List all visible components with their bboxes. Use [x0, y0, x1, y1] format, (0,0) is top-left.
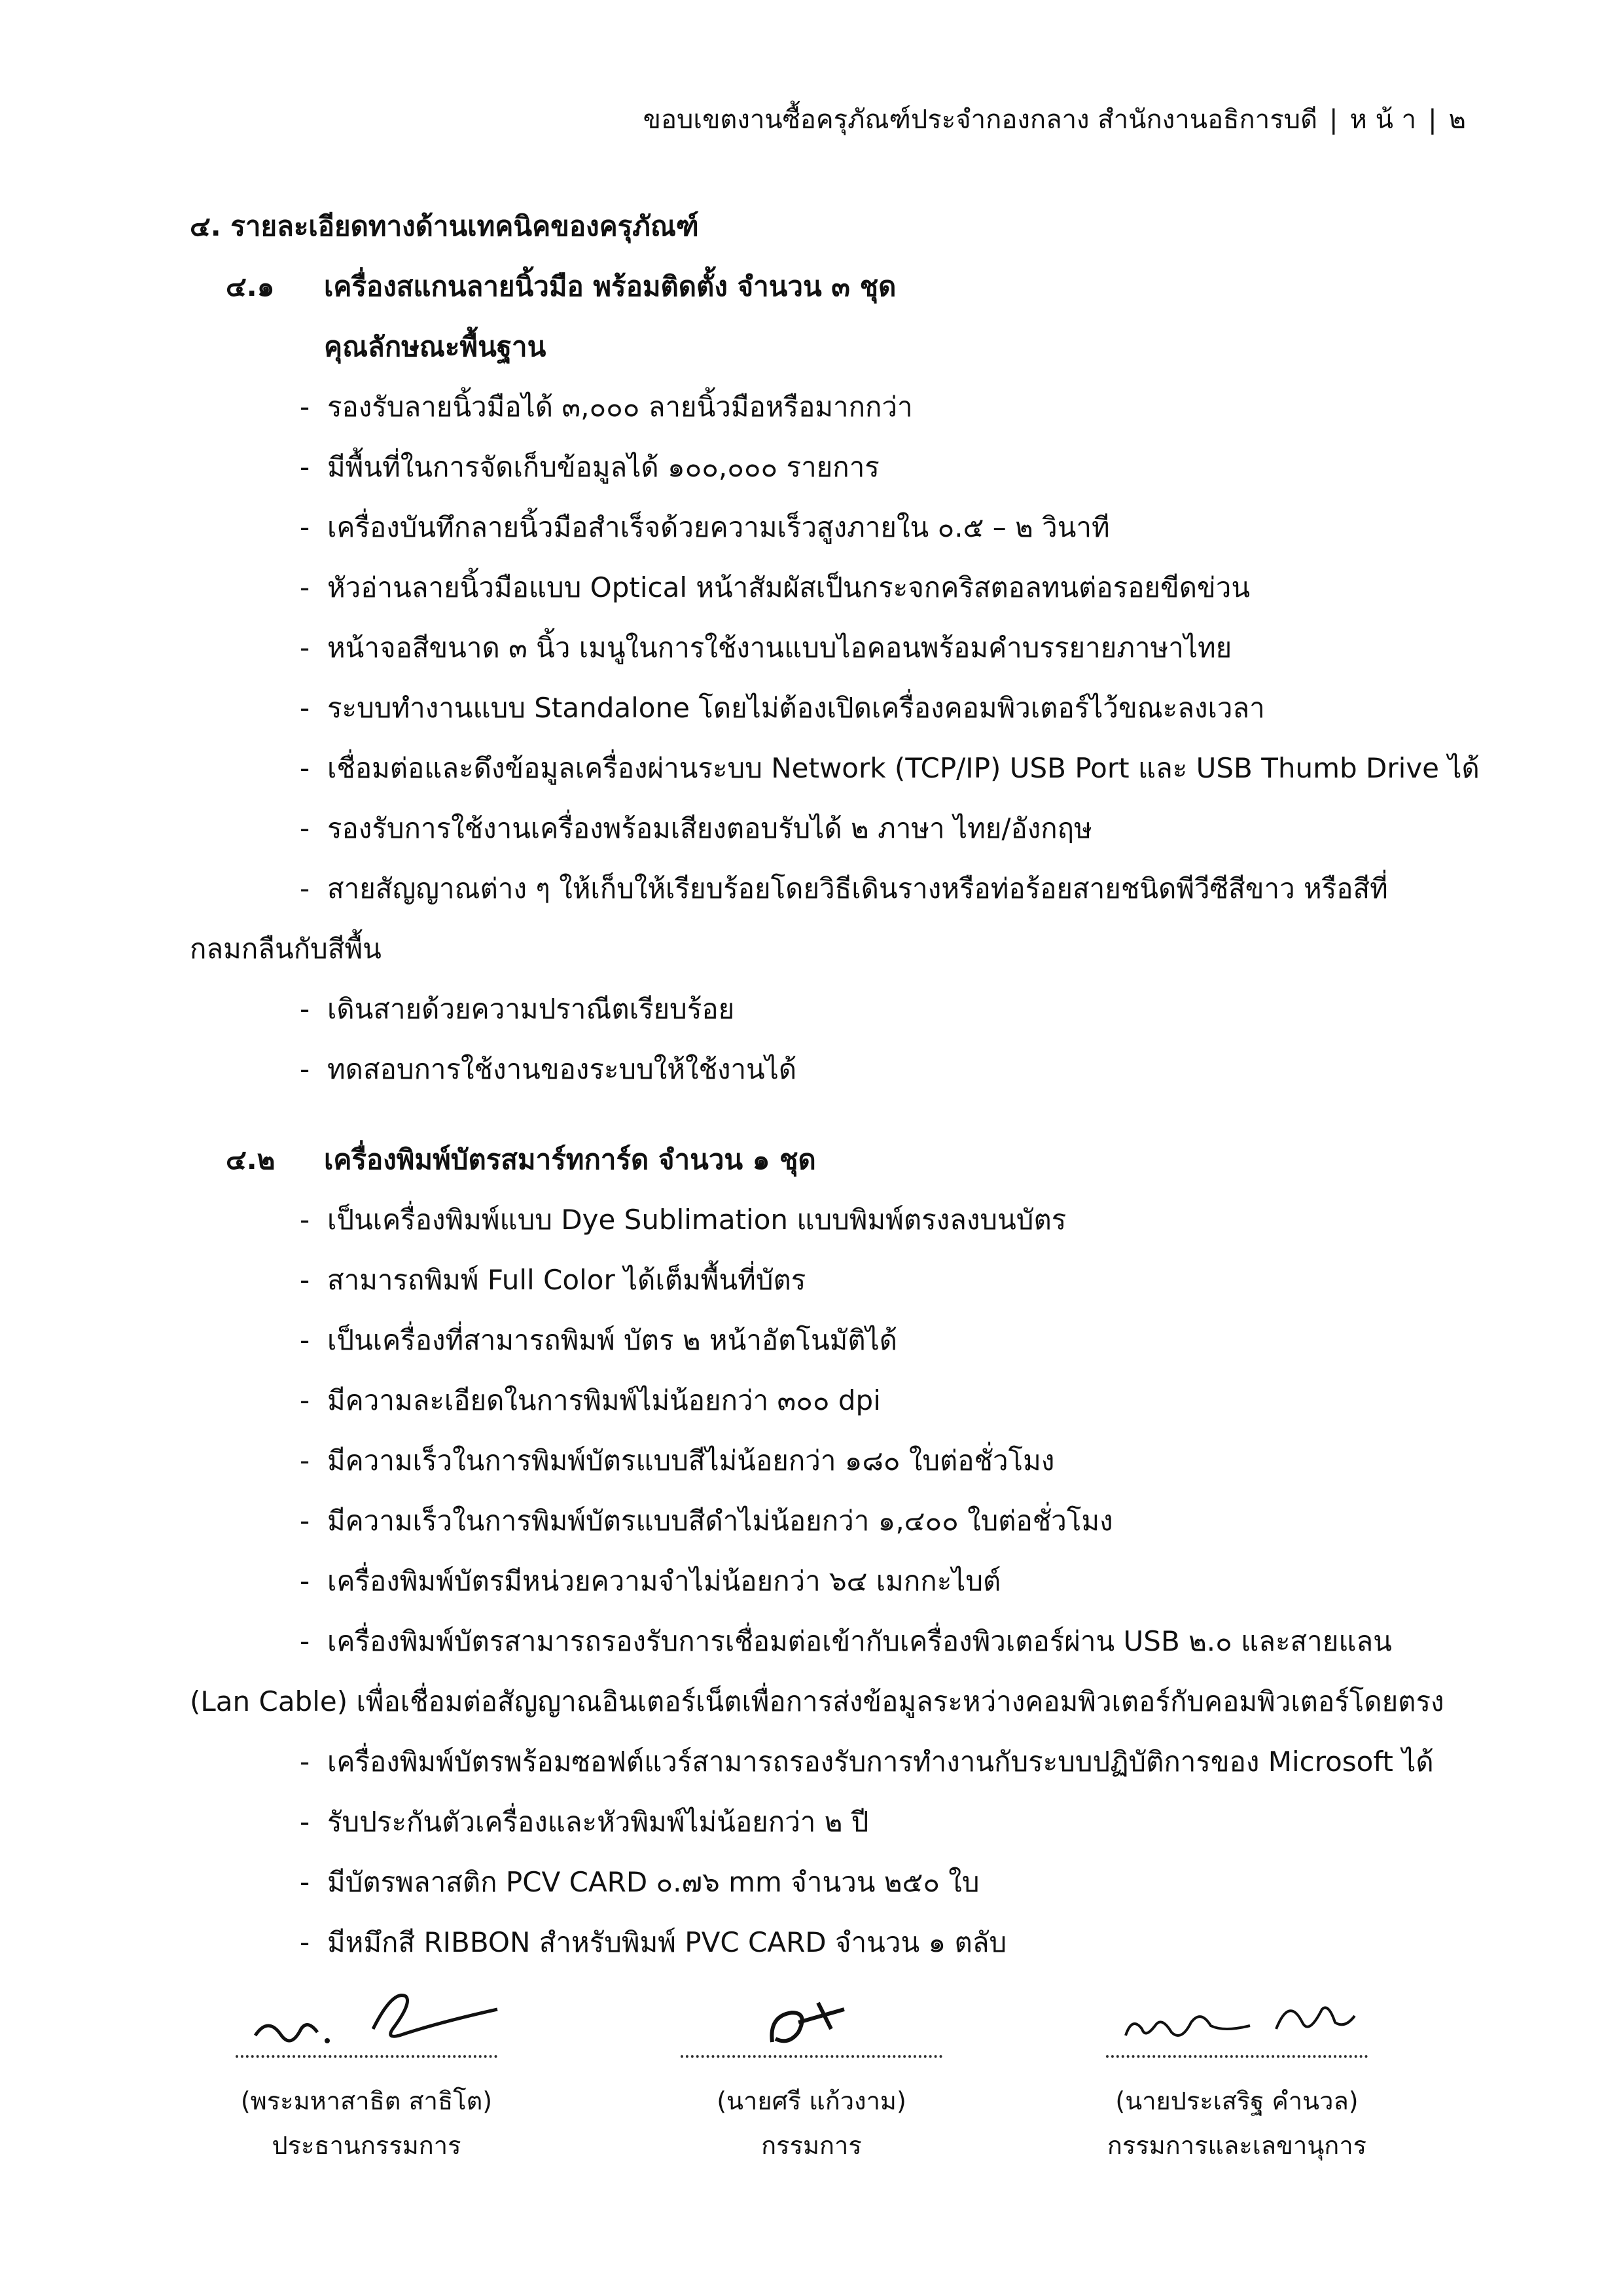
signatory-role: กรรมการและเลขานุการ: [1107, 2131, 1367, 2160]
list-item: - สามารถพิมพ์ Full Color ได้เต็มพื้นที่บัตร: [300, 1264, 806, 1296]
list-item: - หัวอ่านลายนิ้วมือแบบ Optical หน้าสัมผัสเป็นกระจกคริสตอลทนต่อรอยขีดข่วน: [300, 571, 1251, 603]
list-item: - ระบบทำงานแบบ Standalone โดยไม่ต้องเปิดเครื่องคอมพิวเตอร์ไว้ขณะลงเวลา: [300, 692, 1265, 724]
signatory-name: (นายประเสริฐ คำนวล): [1115, 2087, 1359, 2115]
subsection-subtitle: คุณลักษณะพื้นฐาน: [324, 331, 546, 363]
signatory-role: กรรมการ: [761, 2131, 862, 2160]
list-item-continuation: (Lan Cable) เพื่อเชื่อมต่อสัญญาณอินเตอร์เน็ตเพื่อการส่งข้อมูลระหว่างคอมพิวเตอร์กับคอมพิวเตอร์โดยตรง: [190, 1685, 1444, 1717]
document-body: [190, 196, 1492, 1973]
list-item: - มีพื้นที่ในการจัดเก็บข้อมูลได้ ๑๐๐,๐๐๐ รายการ: [300, 451, 880, 483]
list-item: - รับประกันตัวเครื่องและหัวพิมพ์ไม่น้อยกว่า ๒ ปี: [300, 1806, 869, 1838]
signatory-name: (พระมหาสาธิต สาธิโต): [240, 2087, 493, 2115]
list-item: - เครื่องบันทึกลายนิ้วมือสำเร็จด้วยความเร็วสูงภายใน ๐.๕ – ๒ วินาที: [300, 511, 1110, 543]
signature-secretary: [1099, 1983, 1374, 2168]
list-item-continuation: กลมกลืนกับสีพื้น: [190, 933, 382, 965]
header-title: ขอบเขตงานซื้อครุภัณฑ์ประจำกองกลาง สำนักงานอธิการบดี: [643, 105, 1318, 135]
subsection-number: ๔.๑: [226, 270, 275, 302]
list-item: - มีความเร็วในการพิมพ์บัตรแบบสีไม่น้อยกว่า ๑๘๐ ใบต่อชั่วโมง: [300, 1444, 1055, 1477]
signature-block: [0, 1983, 1623, 2179]
list-item: - หน้าจอสีขนาด ๓ นิ้ว เมนูในการใช้งานแบบไอคอนพร้อมคำบรรยายภาษาไทย: [300, 632, 1232, 664]
page-label: ห น้ า: [1349, 105, 1417, 135]
list-item: - มีหมึกสี RIBBON สำหรับพิมพ์ PVC CARD จำนวน ๑ ตลับ: [300, 1926, 1007, 1958]
list-item: - ทดสอบการใช้งานของระบบให้ใช้งานได้: [300, 1053, 797, 1085]
handwritten-signature: [674, 1983, 949, 2055]
handwritten-signature: [1099, 1983, 1374, 2055]
list-item: - มีความละเอียดในการพิมพ์ไม่น้อยกว่า ๓๐๐ dpi: [300, 1384, 881, 1416]
list-item: - เครื่องพิมพ์บัตรพร้อมซอฟต์แวร์สามารถรองรับการทำงานกับระบบปฏิบัติการของ Microsoft ได้: [300, 1746, 1434, 1778]
handwritten-signature: [229, 1983, 504, 2055]
page-header: ขอบเขตงานซื้อครุภัณฑ์ประจำกองกลาง สำนักงานอธิการบดี | ห น้ า | ๒: [643, 105, 1466, 135]
signatory-role: ประธานกรรมการ: [272, 2131, 461, 2160]
list-item: - มีบัตรพลาสติก PCV CARD ๐.๗๖ mm จำนวน ๒๕๐ ใบ: [300, 1866, 980, 1898]
list-item: - เป็นเครื่องพิมพ์แบบ Dye Sublimation แบบพิมพ์ตรงลงบนบัตร: [300, 1204, 1067, 1236]
list-item: - เครื่องพิมพ์บัตรมีหน่วยความจำไม่น้อยกว่า ๖๔ เมกกะไบต์: [300, 1565, 1001, 1597]
list-item: - เดินสายด้วยความปราณีตเรียบร้อย: [300, 993, 735, 1025]
list-item: - รองรับลายนิ้วมือได้ ๓,๐๐๐ ลายนิ้วมือหรือมากกว่า: [300, 391, 913, 423]
list-item: - เป็นเครื่องที่สามารถพิมพ์ บัตร ๒ หน้าอัตโนมัติได้: [300, 1324, 898, 1356]
list-item: - เชื่อมต่อและดึงข้อมูลเครื่องผ่านระบบ Network (TCP/IP) USB Port และ USB Thumb Drive ได้: [300, 752, 1480, 784]
list-item: - สายสัญญาณต่าง ๆ ให้เก็บให้เรียบร้อยโดยวิธีเดินรางหรือท่อร้อยสายชนิดพีวีซีสีขาว หรือสีที่: [300, 872, 1388, 905]
subsection-heading-4-1: [190, 257, 1492, 317]
signature-chairman: [229, 1983, 504, 2168]
subsection-title: เครื่องสแกนลายนิ้วมือ พร้อมติดตั้ง จำนวน ๓ ชุด: [324, 270, 897, 302]
signatory-name: (นายศรี แก้วงาม): [717, 2087, 906, 2115]
page-number: ๒: [1448, 105, 1466, 135]
list-item: - เครื่องพิมพ์บัตรสามารถรองรับการเชื่อมต่อเข้ากับเครื่องพิวเตอร์ผ่าน USB ๒.๐ และสายแลน: [300, 1625, 1392, 1657]
list-item: - มีความเร็วในการพิมพ์บัตรแบบสีดำไม่น้อยกว่า ๑,๔๐๐ ใบต่อชั่วโมง: [300, 1505, 1113, 1537]
list-item: - รองรับการใช้งานเครื่องพร้อมเสียงตอบรับได้ ๒ ภาษา ไทย/อังกฤษ: [300, 812, 1092, 844]
signature-member: [674, 1983, 949, 2168]
section-title: ๔. รายละเอียดทางด้านเทคนิคของครุภัณฑ์: [190, 210, 699, 242]
subsection-title: เครื่องพิมพ์บัตรสมาร์ทการ์ด จำนวน ๑ ชุด: [324, 1143, 816, 1175]
subsection-heading-4-2: [190, 1130, 1492, 1190]
subsection-number: ๔.๒: [226, 1143, 276, 1175]
